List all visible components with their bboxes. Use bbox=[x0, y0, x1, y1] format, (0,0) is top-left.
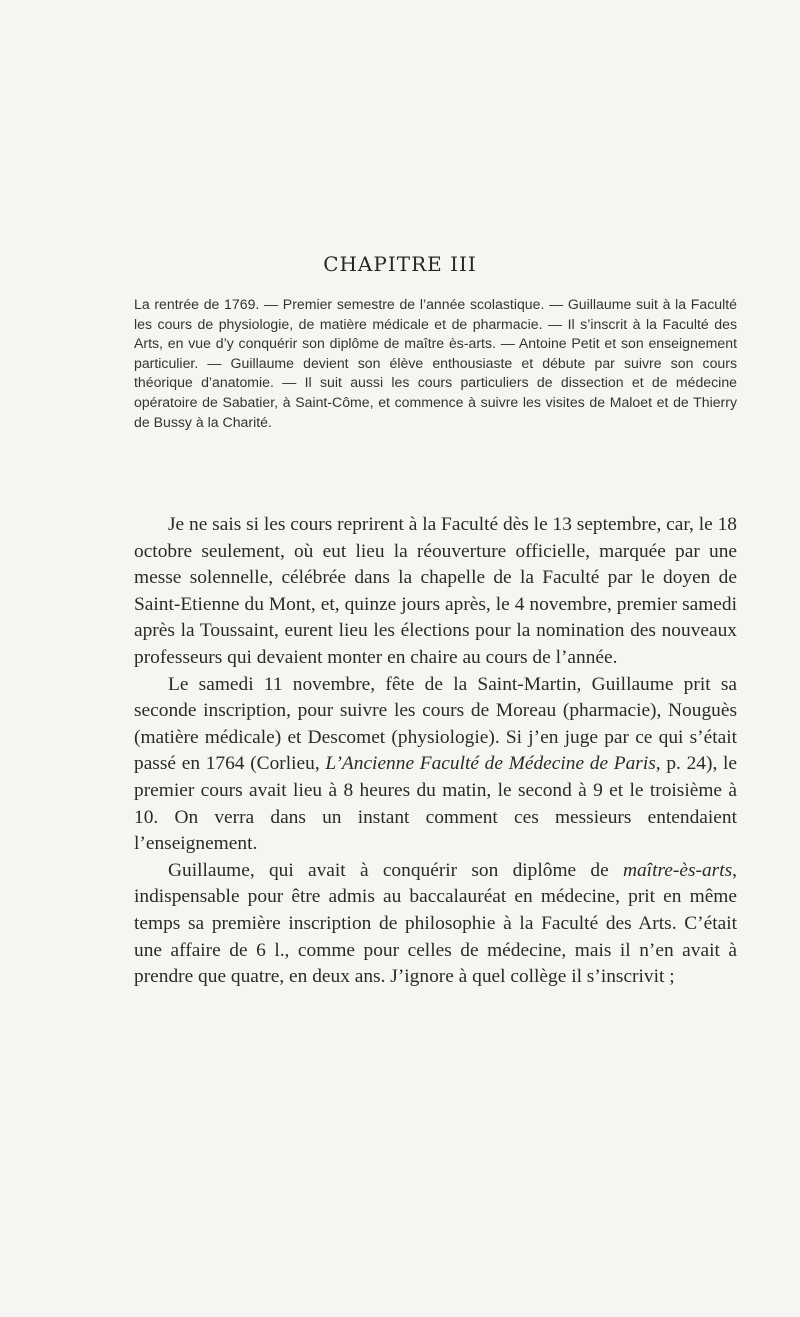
book-title-citation: L’Ancienne Faculté de Médecine de Paris bbox=[325, 753, 656, 775]
paragraph-3-text-b: , indispensable pour être admis au baccalauréat en médecine, prit en même temps sa première inscription de philosophie à la Faculté des Arts. C’était une affaire de 6 l., comme pour celles de médecine, mais il n’en avait à prendre que quatre, en deux ans. J’ignore à quel collège il s’inscrivit ; bbox=[134, 859, 737, 988]
paragraph-1: Je ne sais si les cours reprirent à la Faculté dès le 13 septembre, car, le 18 octobre seulement, où eut lieu la réouverture officielle, marquée par une messe solennelle, célébrée dans la chapelle de la Faculté par le doyen de Saint-Etienne du Mont, et, quinze jours après, le 4 novembre, premier samedi après la Toussaint, eurent lieu les élections pour la nomination des nouveaux professeurs qui devaient monter en chaire au cours de l’année. bbox=[134, 514, 737, 668]
chapter-summary: La rentrée de 1769. — Premier semestre de l’année scolastique. — Guillaume suit à la Faculté les cours de physiologie, de matière médicale et de pharmacie. — Il s’inscrit à la Faculté des Arts, en vue d’y conquérir son diplôme de maître ès-arts. — Antoine Petit et son enseignement particulier. — Guillaume devient son élève enthousiaste et débute par suivre son cours théorique d’anatomie. — Il suit aussi les cours particuliers de dissection et de médecine opératoire de Sabatier, à Saint-Côme, et commence à suivre les visites de Maloet et de Thierry de Bussy à la Charité. bbox=[134, 296, 737, 430]
paragraph-2-text-b: , p. 24), le premier cours avait lieu à 8 heures du matin, le second à 9 et le troisième à 10. On verra dans un instant comment ces messieurs entendaient l’enseignement. bbox=[134, 753, 737, 855]
diploma-term: maître-ès-arts bbox=[622, 859, 733, 881]
paragraph-3 bbox=[134, 858, 737, 991]
paragraph-2-text-a: Le samedi 11 novembre, fête de la Saint-Martin, Guillaume prit sa seconde inscription, pour suivre les cours de Moreau (pharmacie), Nouguès (matière médicale) et Descomet (physiologie). Si j’en juge par ce qui s’était passé en 1764 (Corlieu, bbox=[134, 673, 737, 775]
chapter-title: CHAPITRE III bbox=[323, 252, 477, 276]
paragraph-3-text-a: Guillaume, qui avait à conquérir son diplôme de bbox=[168, 859, 623, 881]
body-text bbox=[134, 512, 737, 991]
paragraph-2 bbox=[134, 672, 737, 858]
